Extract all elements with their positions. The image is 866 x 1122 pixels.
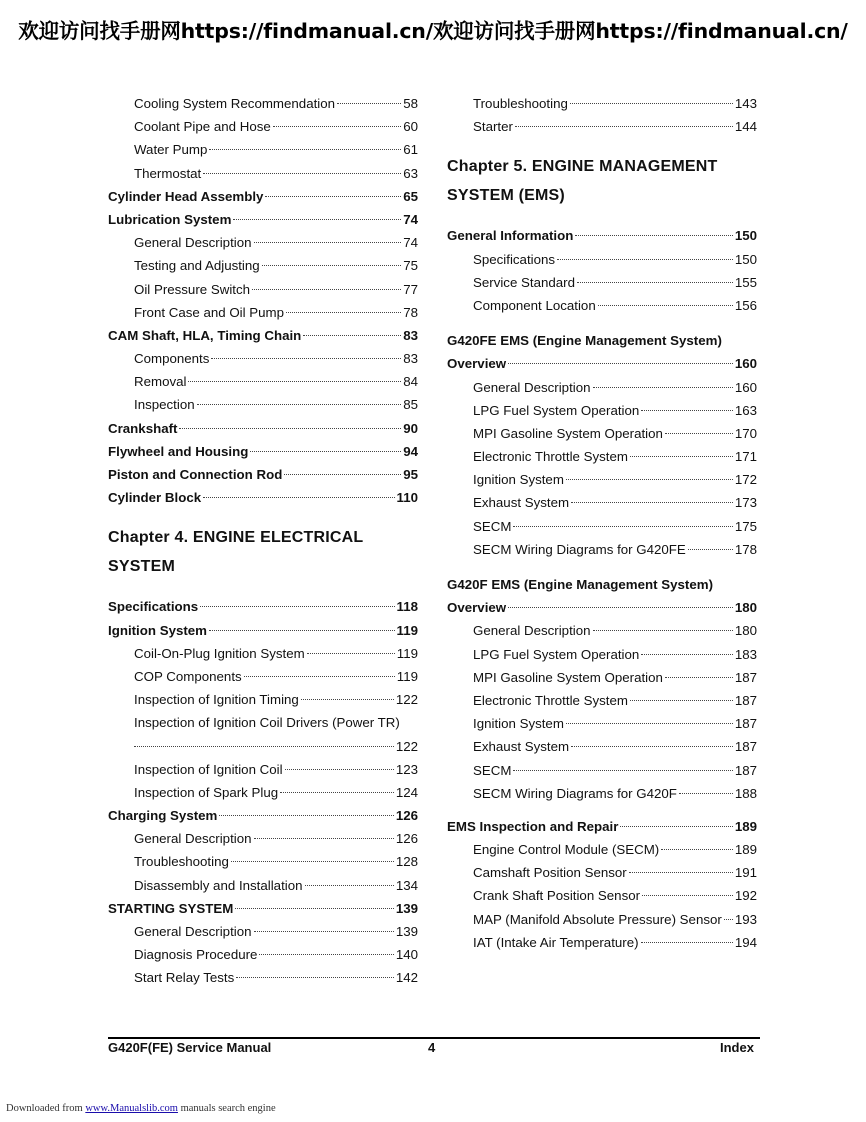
- dot-leader: [303, 335, 401, 336]
- toc-entry[interactable]: [447, 619, 757, 642]
- toc-entry-title: General Information: [447, 228, 574, 244]
- toc-entry-page: 142: [395, 970, 418, 986]
- toc-entry[interactable]: [108, 850, 418, 873]
- toc-entry-page: 63: [403, 165, 418, 181]
- dot-leader: [200, 606, 394, 607]
- toc-entry-title: Electronic Throttle System: [473, 692, 628, 708]
- toc-entry[interactable]: [447, 838, 757, 861]
- dot-leader: [197, 404, 402, 405]
- toc-entry-title: SECM: [473, 762, 512, 778]
- toc-entry-page: 75: [403, 258, 418, 274]
- toc-entry-page: 95: [403, 467, 418, 482]
- dot-leader: [688, 549, 733, 550]
- toc-entry[interactable]: [108, 920, 418, 943]
- toc-entry[interactable]: [447, 759, 757, 782]
- dot-leader: [566, 723, 733, 724]
- toc-entry[interactable]: [447, 468, 757, 491]
- toc-entry-page: 119: [396, 622, 418, 638]
- toc-entry-title: Diagnosis Procedure: [134, 947, 258, 963]
- watermark-banner: 欢迎访问找手册网https://findmanual.cn/欢迎访问找手册网https://findmanual.cn/: [18, 19, 848, 43]
- toc-entry[interactable]: [447, 861, 757, 884]
- toc-entry-title: Specifications: [108, 599, 199, 615]
- dot-leader: [515, 126, 733, 127]
- toc-entry[interactable]: [447, 689, 757, 712]
- section-heading-g420fe: G420FE EMS (Engine Management System): [447, 333, 722, 349]
- toc-entry[interactable]: [108, 595, 418, 618]
- toc-entry-title: Ignition System: [473, 716, 564, 732]
- toc-entry[interactable]: [447, 515, 757, 538]
- toc-entry-title: Testing and Adjusting: [134, 258, 260, 274]
- toc-entry-page: 119: [396, 645, 418, 661]
- toc-entry-title: Ignition System: [108, 622, 207, 638]
- dot-leader: [273, 126, 401, 127]
- toc-entry[interactable]: [447, 445, 757, 468]
- dot-leader: [254, 931, 394, 932]
- toc-entry-title: Components: [134, 351, 210, 367]
- dot-leader: [252, 289, 401, 290]
- toc-entry-page: 189: [734, 818, 757, 834]
- toc-entry[interactable]: [108, 370, 418, 393]
- toc-entry-title: Inspection: [134, 397, 195, 413]
- toc-entry[interactable]: [108, 665, 418, 688]
- toc-entry-title: EMS Inspection and Repair: [447, 818, 619, 834]
- toc-entry-title: Crankshaft: [108, 420, 178, 436]
- toc-entry-title: Electronic Throttle System: [473, 449, 628, 465]
- toc-entry-page: 172: [734, 472, 757, 488]
- toc-entry-title: Water Pump: [134, 142, 208, 158]
- toc-entry[interactable]: [108, 966, 418, 989]
- dot-leader: [285, 769, 394, 770]
- toc-entry-page: 183: [734, 646, 757, 662]
- toc-entry-page: 155: [734, 274, 757, 290]
- toc-entry-page: 187: [734, 692, 757, 708]
- toc-entry[interactable]: [447, 92, 757, 115]
- download-note-suffix: manuals search engine: [180, 1103, 276, 1114]
- dot-leader: [209, 630, 395, 631]
- toc-entry-title: Cylinder Block: [108, 490, 202, 506]
- dot-leader: [233, 219, 401, 220]
- dot-leader: [571, 502, 733, 503]
- toc-entry-page: 173: [734, 495, 757, 511]
- dot-leader: [134, 746, 394, 747]
- toc-entry-title: Inspection of Ignition Timing: [134, 692, 299, 708]
- toc-entry-title: Engine Control Module (SECM): [473, 842, 660, 858]
- toc-entry-page: 126: [395, 831, 418, 847]
- toc-list: [447, 815, 757, 954]
- dot-leader: [265, 196, 401, 197]
- footer-manual-title: G420F(FE) Service Manual: [108, 1040, 272, 1055]
- toc-entry[interactable]: [108, 943, 418, 966]
- download-note-prefix: Downloaded from: [6, 1103, 83, 1114]
- download-note: [6, 1103, 276, 1114]
- toc-entry-page: 85: [403, 397, 418, 413]
- toc-entry-page: 119: [396, 668, 418, 684]
- dot-leader: [188, 381, 401, 382]
- dot-leader: [235, 908, 393, 909]
- toc-entry-title: STARTING SYSTEM: [108, 900, 234, 916]
- dot-leader: [231, 861, 394, 862]
- toc-entry-title: Camshaft Position Sensor: [473, 865, 627, 881]
- toc-entry[interactable]: [447, 782, 757, 805]
- toc-entry-page: 171: [734, 449, 757, 465]
- toc-entry-title: IAT (Intake Air Temperature): [473, 934, 639, 950]
- dot-leader: [570, 103, 733, 104]
- dot-leader: [286, 312, 401, 313]
- toc-entry-title: Exhaust System: [473, 739, 570, 755]
- dot-leader: [307, 653, 395, 654]
- dot-leader: [641, 410, 733, 411]
- manualslib-link[interactable]: www.Manualslib.com: [85, 1103, 178, 1114]
- toc-entry[interactable]: [447, 666, 757, 689]
- toc-entry-title: Start Relay Tests: [134, 970, 235, 986]
- toc-entry[interactable]: [447, 884, 757, 907]
- dot-leader: [284, 474, 401, 475]
- dot-leader: [566, 479, 733, 480]
- footer-rule: [108, 1037, 760, 1039]
- toc-entry[interactable]: [108, 162, 418, 185]
- toc-list: [447, 596, 757, 805]
- toc-entry[interactable]: [447, 294, 757, 317]
- toc-entry-page: 124: [395, 784, 418, 800]
- toc-entry-title: Piston and Connection Rod: [108, 467, 283, 482]
- toc-entry-title: SECM Wiring Diagrams for G420FE: [473, 541, 686, 557]
- toc-entry[interactable]: [447, 643, 757, 666]
- toc-entry-title: Overview: [447, 600, 507, 616]
- chapter-4-heading: [108, 523, 418, 581]
- toc-entry-page: 194: [734, 934, 757, 950]
- toc-entry-title: Specifications: [473, 251, 556, 267]
- dot-leader: [571, 746, 733, 747]
- toc-entry[interactable]: [108, 417, 418, 440]
- toc-entry-title: Exhaust System: [473, 495, 570, 511]
- toc-entry-title: Inspection of Ignition Coil: [134, 761, 283, 777]
- toc-entry-page: 150: [734, 228, 757, 244]
- dot-leader: [179, 428, 401, 429]
- toc-entry[interactable]: [108, 711, 418, 734]
- dot-leader: [337, 103, 401, 104]
- toc-entry[interactable]: [108, 347, 418, 370]
- toc-entry-page: 160: [734, 356, 757, 372]
- toc-right-column: [447, 92, 757, 954]
- toc-entry[interactable]: [447, 399, 757, 422]
- toc-entry[interactable]: [447, 352, 757, 375]
- toc-entry[interactable]: [447, 115, 757, 138]
- toc-entry[interactable]: [447, 491, 757, 514]
- dot-leader: [598, 305, 733, 306]
- toc-entry[interactable]: [447, 422, 757, 445]
- toc-entry-title: COP Components: [134, 668, 242, 684]
- dot-leader: [211, 358, 401, 359]
- dot-leader: [250, 451, 401, 452]
- toc-entry-page: 110: [396, 490, 418, 506]
- dot-leader: [593, 630, 733, 631]
- toc-entry-page: 61: [403, 142, 418, 158]
- toc-entry-page: 84: [403, 374, 418, 390]
- toc-entry-page: 140: [395, 947, 418, 963]
- toc-entry-title: Service Standard: [473, 274, 575, 290]
- toc-entry-title: Disassembly and Installation: [134, 877, 303, 893]
- toc-list: [108, 92, 418, 509]
- toc-entry-page: 128: [395, 854, 418, 870]
- toc-entry[interactable]: [108, 324, 418, 347]
- toc-entry-title: Coolant Pipe and Hose: [134, 119, 271, 135]
- toc-entry-page: 90: [403, 420, 418, 436]
- toc-entry-page: 118: [396, 599, 418, 615]
- toc-entry[interactable]: [447, 815, 757, 838]
- toc-entry-page: 143: [734, 96, 757, 111]
- toc-entry-page: 188: [734, 785, 757, 801]
- toc-entry[interactable]: [108, 440, 418, 463]
- toc-entry-page: 58: [403, 96, 418, 111]
- toc-entry-page: 83: [403, 351, 418, 367]
- toc-entry-page: 150: [734, 251, 757, 267]
- toc-entry-title: Crank Shaft Position Sensor: [473, 888, 641, 904]
- toc-entry-title: MAP (Manifold Absolute Pressure) Sensor: [473, 911, 722, 927]
- toc-entry[interactable]: [108, 486, 418, 509]
- chapter-title-line: SYSTEM (EMS): [447, 187, 565, 205]
- toc-entry-page: 83: [403, 327, 418, 343]
- toc-entry[interactable]: [108, 781, 418, 804]
- toc-list: [447, 352, 757, 561]
- dot-leader: [513, 770, 732, 771]
- toc-entry-page: 126: [395, 808, 418, 824]
- toc-entry-title: Troubleshooting: [134, 854, 229, 870]
- footer-page-number: 4: [428, 1040, 436, 1055]
- toc-entry-title: Troubleshooting: [473, 96, 568, 111]
- toc-entry[interactable]: [108, 208, 418, 231]
- dot-leader: [629, 872, 733, 873]
- dot-leader: [641, 942, 733, 943]
- toc-entry-page: 180: [734, 600, 757, 616]
- toc-entry-page: 187: [734, 716, 757, 732]
- toc-entry[interactable]: [108, 92, 418, 115]
- toc-left-column: [108, 92, 418, 990]
- toc-entry-title: Coil-On-Plug Ignition System: [134, 645, 305, 661]
- dot-leader: [244, 676, 395, 677]
- toc-entry-page: 122: [395, 738, 418, 754]
- toc-entry[interactable]: [447, 224, 757, 247]
- toc-entry[interactable]: [108, 138, 418, 161]
- toc-entry-title: Inspection of Ignition Coil Drivers (Power TR): [134, 715, 400, 731]
- toc-entry-title: CAM Shaft, HLA, Timing Chain: [108, 327, 302, 343]
- toc-entry-title: Front Case and Oil Pump: [134, 304, 285, 320]
- toc-entry[interactable]: [108, 642, 418, 665]
- dot-leader: [641, 654, 733, 655]
- toc-entry-title: Lubrication System: [108, 211, 232, 227]
- dot-leader: [665, 677, 733, 678]
- dot-leader: [254, 242, 402, 243]
- toc-list: [108, 758, 418, 990]
- toc-entry-page: 134: [395, 877, 418, 893]
- toc-entry-page: 122: [395, 692, 418, 708]
- dot-leader: [630, 456, 733, 457]
- toc-entry-page: 65: [403, 188, 418, 204]
- toc-entry-title: General Description: [473, 623, 591, 639]
- dot-leader: [305, 885, 394, 886]
- toc-entry[interactable]: [108, 301, 418, 324]
- toc-entry[interactable]: [447, 908, 757, 931]
- dot-leader: [203, 173, 401, 174]
- toc-entry-title: MPI Gasoline System Operation: [473, 669, 663, 685]
- dot-leader: [665, 433, 733, 434]
- toc-entry-title: General Description: [134, 924, 252, 939]
- chapter-title-line: Chapter 5. ENGINE MANAGEMENT: [447, 158, 718, 176]
- dot-leader: [724, 919, 733, 920]
- toc-entry-title: Removal: [134, 374, 187, 390]
- dot-leader: [236, 977, 394, 978]
- toc-entry-title: LPG Fuel System Operation: [473, 646, 640, 662]
- toc-entry[interactable]: [108, 827, 418, 850]
- toc-entry-page: 94: [403, 443, 418, 459]
- toc-entry[interactable]: [108, 688, 418, 711]
- chapter-title-line: SYSTEM: [108, 558, 175, 576]
- toc-entry[interactable]: [447, 538, 757, 561]
- toc-entry[interactable]: [447, 735, 757, 758]
- footer-section: Index: [720, 1040, 754, 1055]
- toc-entry-title: LPG Fuel System Operation: [473, 402, 640, 418]
- dot-leader: [679, 793, 733, 794]
- toc-entry[interactable]: [108, 804, 418, 827]
- dot-leader: [642, 895, 733, 896]
- toc-entry-title: SECM Wiring Diagrams for G420F: [473, 785, 677, 801]
- toc-entry-title: Cylinder Head Assembly: [108, 188, 264, 204]
- toc-entry[interactable]: [108, 463, 418, 486]
- dot-leader: [513, 526, 732, 527]
- toc-entry[interactable]: [108, 278, 418, 301]
- toc-entry-page: 191: [734, 865, 757, 881]
- toc-entry-title: General Description: [134, 831, 252, 847]
- toc-entry[interactable]: [447, 596, 757, 619]
- dot-leader: [280, 792, 394, 793]
- toc-entry-page: 156: [734, 297, 757, 313]
- toc-list: [447, 92, 757, 138]
- toc-entry-page: 192: [734, 888, 757, 904]
- toc-entry-title: Charging System: [108, 808, 218, 824]
- toc-entry[interactable]: [447, 712, 757, 735]
- toc-entry-page: 187: [734, 669, 757, 685]
- dot-leader: [557, 259, 733, 260]
- toc-entry-page: 139: [395, 900, 418, 916]
- dot-leader: [262, 265, 402, 266]
- dot-leader: [620, 826, 732, 827]
- toc-entry-title: SECM: [473, 518, 512, 534]
- toc-entry-title: Cooling System Recommendation: [134, 96, 336, 111]
- dot-leader: [301, 699, 394, 700]
- dot-leader: [575, 235, 732, 236]
- dot-leader: [259, 954, 393, 955]
- toc-entry-page: 77: [403, 281, 418, 297]
- toc-entry-page: 193: [734, 911, 757, 927]
- section-heading-g420f: G420F EMS (Engine Management System): [447, 577, 714, 592]
- toc-entry-title: Thermostat: [134, 165, 202, 181]
- toc-entry-page: 175: [734, 518, 757, 534]
- toc-entry-title: General Description: [473, 379, 591, 395]
- toc-entry-title: General Description: [134, 235, 252, 251]
- toc-entry[interactable]: [108, 758, 418, 781]
- toc-entry[interactable]: [447, 376, 757, 399]
- toc-entry-continuation[interactable]: [108, 735, 418, 758]
- toc-entry-page: 74: [403, 235, 418, 251]
- toc-entry-page: 139: [395, 924, 418, 939]
- toc-entry-page: 178: [734, 541, 757, 557]
- toc-entry-page: 60: [403, 119, 418, 135]
- toc-entry[interactable]: [108, 115, 418, 138]
- toc-entry-page: 74: [403, 211, 418, 227]
- toc-entry-title: Starter: [473, 119, 513, 135]
- toc-entry-title: Overview: [447, 356, 507, 372]
- toc-entry-page: 187: [734, 762, 757, 778]
- toc-entry-page: 170: [734, 425, 757, 441]
- toc-entry-title: Inspection of Spark Plug: [134, 784, 279, 800]
- dot-leader: [593, 387, 733, 388]
- dot-leader: [203, 497, 394, 498]
- toc-list: [447, 224, 757, 317]
- toc-entry-title: Flywheel and Housing: [108, 443, 249, 459]
- toc-entry[interactable]: [108, 185, 418, 208]
- toc-entry[interactable]: [108, 619, 418, 642]
- chapter-5-heading: [447, 152, 757, 210]
- dot-leader: [508, 363, 733, 364]
- toc-entry[interactable]: [108, 874, 418, 897]
- toc-entry[interactable]: [447, 248, 757, 271]
- toc-entry-title: Ignition System: [473, 472, 564, 488]
- toc-entry-page: 160: [734, 379, 757, 395]
- toc-entry-page: 123: [395, 761, 418, 777]
- toc-entry[interactable]: [447, 931, 757, 954]
- toc-entry-page: 163: [734, 402, 757, 418]
- toc-entry[interactable]: [108, 254, 418, 277]
- toc-entry-page: 144: [734, 119, 757, 135]
- dot-leader: [508, 607, 733, 608]
- dot-leader: [661, 849, 733, 850]
- dot-leader: [209, 149, 401, 150]
- toc-entry-title: Oil Pressure Switch: [134, 281, 251, 297]
- toc-entry[interactable]: [108, 393, 418, 416]
- chapter-title-line: Chapter 4. ENGINE ELECTRICAL: [108, 529, 364, 547]
- dot-leader: [630, 700, 733, 701]
- toc-entry-page: 180: [734, 623, 757, 639]
- toc-entry-page: 187: [734, 739, 757, 755]
- toc-entry[interactable]: [447, 271, 757, 294]
- toc-entry-page: 189: [734, 842, 757, 858]
- toc-list: [108, 595, 418, 711]
- toc-entry-page: 78: [403, 304, 418, 320]
- dot-leader: [254, 838, 394, 839]
- toc-entry[interactable]: [108, 231, 418, 254]
- toc-entry-title: MPI Gasoline System Operation: [473, 425, 663, 441]
- toc-entry[interactable]: [108, 897, 418, 920]
- toc-entry-title: Component Location: [473, 297, 596, 313]
- dot-leader: [577, 282, 733, 283]
- dot-leader: [219, 815, 393, 816]
